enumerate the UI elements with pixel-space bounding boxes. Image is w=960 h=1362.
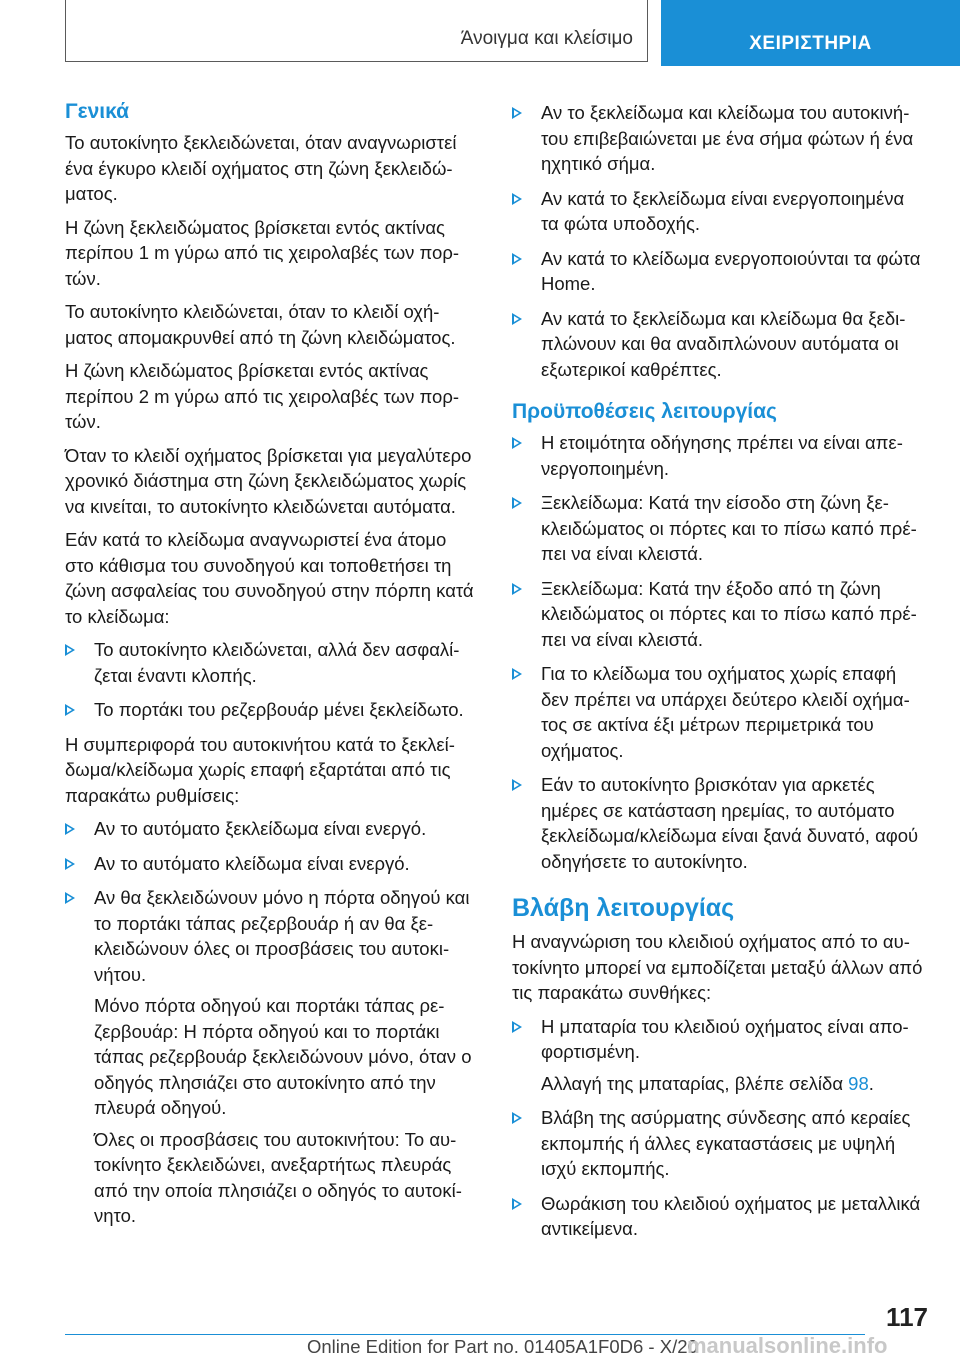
list-item: Αν το ξεκλείδωμα και κλείδωμα του αυτοκινήτου επιβεβαιώνεται με ένα σήμα φώτων ή ένα ηχητικό σήμα.: [512, 100, 926, 177]
triangle-bullet-icon: [512, 1112, 522, 1124]
list-item: Αν το αυτόματο κλείδωμα είναι ενεργό.: [65, 851, 479, 877]
list-item: Ξεκλείδωμα: Κατά την έξοδο από τη ζώνη κλειδώματος οι πόρτες και το πίσω καπό πρέπει να είναι κλειστά.: [512, 576, 926, 653]
triangle-bullet-icon: [512, 193, 522, 205]
bullet-list: [512, 430, 926, 874]
footer-edition: Online Edition for Part no. 01405A1F0D6 - X/20: [307, 1336, 698, 1357]
list-item: Αν κατά το ξεκλείδωμα είναι ενεργοποιημένα τα φώτα υποδοχής.: [512, 186, 926, 237]
triangle-bullet-icon: [65, 704, 75, 716]
list-item: Αν κατά το κλείδωμα ενεργοποιούνται τα φώτα Home.: [512, 246, 926, 297]
triangle-bullet-icon: [512, 313, 522, 325]
page-number: 117: [886, 1302, 928, 1332]
triangle-bullet-icon: [65, 892, 75, 904]
list-item: Ξεκλείδωμα: Κατά την είσοδο στη ζώνη ξεκλειδώματος οι πόρτες και το πίσω καπό πρέπει να είναι κλειστά.: [512, 490, 926, 567]
paragraph: Η ζώνη ξεκλειδώματος βρίσκεται εντός ακτίνας περίπου 1 m γύρω από τις χειρολαβές των πορτών.: [65, 216, 460, 289]
header-section-title: Άνοιγμα και κλείσιμο: [460, 28, 633, 49]
list-item: Βλάβη της ασύρματης σύνδεσης από κεραίες εκπομπής ή άλλες εγκαταστάσεις με υψηλή ισχύ εκπομπής.: [512, 1105, 926, 1182]
triangle-bullet-icon: [512, 107, 522, 119]
list-item-continuation: Μόνο πόρτα οδηγού και πορτάκι τάπας ρεζερβουάρ: Η πόρτα οδηγού και το πορτάκι τάπας ρεζερβουάρ ξεκλειδώνουν μόνο, όταν ο οδηγός πλησιάζει στο αυτοκίνητο από την πλευρά οδηγού.: [94, 995, 472, 1118]
paragraph: Όταν το κλειδί οχήματος βρίσκεται για μεγαλύτερο χρονικό διάστημα στη ζώνη ξεκλειδώματος χωρίς να κινείται, το αυτοκίνητο κλειδώνεται αυτόματα.: [65, 444, 472, 517]
paragraph: Το αυτοκίνητο ξεκλειδώνεται, όταν αναγνωριστεί ένα έγκυρο κλειδί οχήματος στη ζώνη ξεκλειδώματος.: [65, 132, 457, 204]
triangle-bullet-icon: [65, 644, 75, 656]
left-column: [65, 100, 479, 1238]
triangle-bullet-icon: [512, 779, 522, 791]
paragraph: Εάν κατά το κλείδωμα αναγνωριστεί ένα άτομο στο κάθισμα του συνοδηγού και τοποθετήσει τη ζώνη ασφαλείας του συνοδηγού στην πόρπη κατά το κλείδωμα:: [65, 529, 474, 627]
list-item-continuation: Αλλαγή της μπαταρίας, βλέπε σελίδα 98.: [541, 1072, 874, 1094]
list-item: Εάν το αυτοκίνητο βρισκόταν για αρκετές ημέρες σε κατάσταση ηρεμίας, το αυτόματο ξεκλείδωμα/κλείδωμα είναι ξανά δυνατό, αφού οδηγήσετε το αυτοκίνητο.: [512, 772, 926, 874]
list-item: Αν το αυτόματο ξεκλείδωμα είναι ενεργό.: [65, 816, 479, 842]
triangle-bullet-icon: [65, 858, 75, 870]
list-item: Το αυτοκίνητο κλειδώνεται, αλλά δεν ασφαλίζεται έναντι κλοπής.: [65, 637, 479, 688]
triangle-bullet-icon: [512, 497, 522, 509]
heading-malfunction: Βλάβη λειτουργίας: [512, 894, 735, 922]
triangle-bullet-icon: [512, 1198, 522, 1210]
paragraph: Το αυτοκίνητο κλειδώνεται, όταν το κλειδί οχήματος απομακρυνθεί από τη ζώνη κλειδώματος.: [65, 301, 456, 348]
bullet-list: [512, 1014, 926, 1242]
triangle-bullet-icon: [512, 437, 522, 449]
list-item: Η ετοιμότητα οδήγησης πρέπει να είναι απενεργοποιημένη.: [512, 430, 926, 481]
bullet-list: [65, 637, 479, 723]
right-column: [512, 100, 926, 1251]
list-item: Η μπαταρία του κλειδιού οχήματος είναι αποφορτισμένη. Αλλαγή της μπαταρίας, βλέπε σελίδα 98.: [512, 1014, 926, 1097]
heading-prerequisites: Προϋποθέσεις λειτουργίας: [512, 400, 777, 423]
triangle-bullet-icon: [512, 668, 522, 680]
heading-general: Γενικά: [65, 100, 130, 123]
paragraph: Η αναγνώριση του κλειδιού οχήματος από το αυτοκίνητο μπορεί να εμποδίζεται μεταξύ άλλων από τις παρακάτω συνθήκες:: [512, 931, 923, 1003]
list-item: Θωράκιση του κλειδιού οχήματος με μεταλλικά αντικείμενα.: [512, 1191, 926, 1242]
triangle-bullet-icon: [512, 253, 522, 265]
page-link[interactable]: 98: [848, 1072, 869, 1094]
list-item-continuation: Όλες οι προσβάσεις του αυτοκινήτου: Το αυτοκίνητο ξεκλειδώνει, ανεξαρτήτως πλευράς από την οποία πλησιάζει ο οδηγός το αυτοκίνητο.: [94, 1128, 462, 1226]
bullet-list: [512, 100, 926, 382]
triangle-bullet-icon: [65, 823, 75, 835]
bullet-list: [65, 816, 479, 1229]
paragraph: Η ζώνη κλειδώματος βρίσκεται εντός ακτίνας περίπου 2 m γύρω από τις χειρολαβές των πορτών.: [65, 360, 460, 432]
paragraph: Η συμπεριφορά του αυτοκινήτου κατά το ξεκλείδωμα/κλείδωμα χωρίς επαφή εξαρτάται από τις παρακάτω ρυθμίσεις:: [65, 733, 455, 806]
triangle-bullet-icon: [512, 1021, 522, 1033]
header-chapter-title: ΧΕΙΡΙΣΤΗΡΙΑ: [749, 33, 872, 54]
list-item: Το πορτάκι του ρεζερβουάρ μένει ξεκλείδωτο.: [65, 697, 479, 723]
triangle-bullet-icon: [512, 583, 522, 595]
list-item: Αν κατά το ξεκλείδωμα και κλείδωμα θα ξεδιπλώνουν και θα αναδιπλώνουν αυτόματα οι εξωτερικοί καθρέπτες.: [512, 306, 926, 383]
footer-watermark: manualsonline.info: [687, 1333, 888, 1358]
header-section-box: [65, 0, 648, 62]
list-item: Αν θα ξεκλειδώνουν μόνο η πόρτα οδηγού και το πορτάκι τάπας ρεζερβουάρ ή αν θα ξεκλειδώνουν όλες οι προσβάσεις του αυτοκινήτου. Μόνο πόρτα οδηγού και πορτάκι τάπας ρεζερβουάρ: Η πόρτα οδηγού και το πορτάκι τάπας ρεζερβουάρ ξεκλειδώνουν μόνο, όταν ο οδηγός πλησιάζει στο αυτοκίνητο από την πλευρά οδηγού. Όλες οι προσβάσεις του αυτοκινήτου: Το αυτοκίνητο ξεκλειδώνει, ανεξαρτήτως πλευράς από την οποία πλησιάζει ο οδηγός το αυτοκίνητο.: [65, 885, 479, 1229]
page-header: [65, 0, 960, 66]
header-chapter-tab: [661, 0, 960, 66]
list-item: Για το κλείδωμα του οχήματος χωρίς επαφή δεν πρέπει να υπάρχει δεύτερο κλειδί οχήματος σε ακτίνα έξι μέτρων περιμετρικά του οχήματος.: [512, 661, 926, 763]
